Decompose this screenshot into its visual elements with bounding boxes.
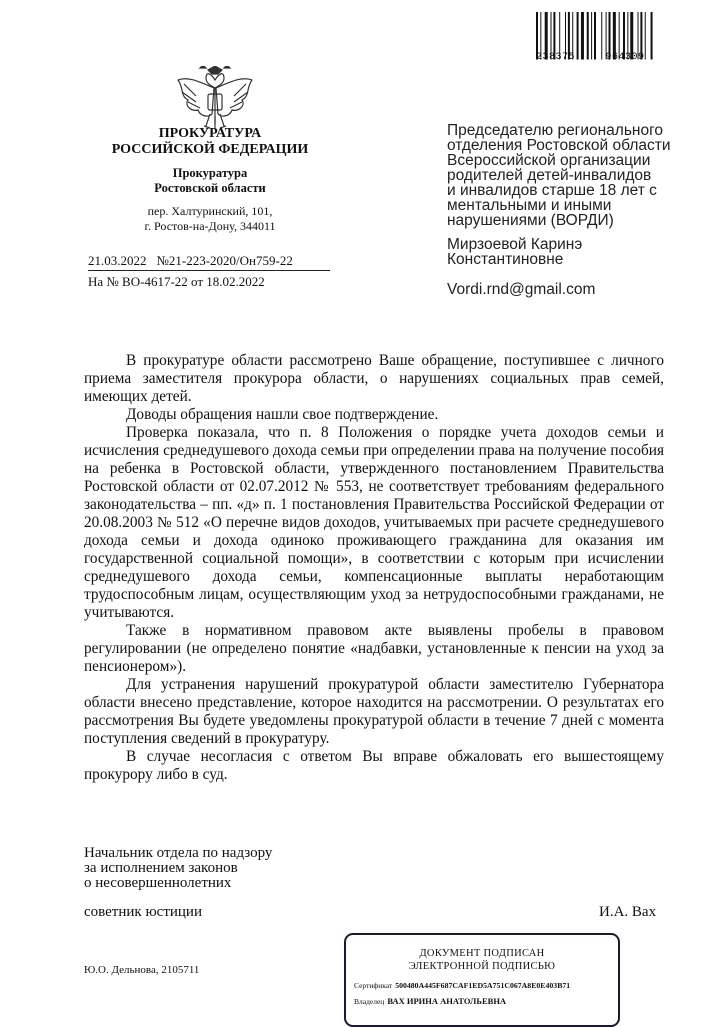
recipient-name-line1: Мирзоевой Каринэ <box>447 236 583 253</box>
signer-position-line2: за исполнением законов <box>84 860 238 876</box>
stamp-title <box>346 947 618 973</box>
signer-position-line1: Начальник отдела по надзору <box>84 845 273 861</box>
organization-address <box>100 204 320 234</box>
signer-rank: советник юстиции <box>84 904 202 920</box>
barcode-number-right: 964309 <box>605 52 645 63</box>
reply-reference: На № ВО-4617-22 от 18.02.2022 <box>88 274 265 289</box>
addressee-line: и инвалидов старше 18 лет с <box>447 182 657 199</box>
addressee-line: отделения Ростовской области <box>447 137 671 154</box>
stamp-owner-label: Владелец <box>354 997 385 1006</box>
address-line1: пер. Халтуринский, 101, <box>147 204 273 218</box>
suborg-line1: Прокуратура <box>172 166 248 180</box>
executor-info: Ю.О. Дельнова, 2105711 <box>84 964 200 976</box>
organization-name <box>80 126 340 158</box>
registration-number: №21-223-2020/Он759-22 <box>156 253 293 268</box>
signer-name: И.А. Вах <box>599 904 657 920</box>
stamp-title-line1: ДОКУМЕНТ ПОДПИСАН <box>419 948 545 959</box>
body-paragraph: В случае несогласия с ответом Вы вправе обжаловать его вышестоящему прокурору либо в суд. <box>84 748 664 783</box>
address-line2: г. Ростов-на-Дону, 344011 <box>144 219 276 233</box>
addressee-line: Всероссийской организации <box>447 152 651 169</box>
registration-line <box>88 253 330 271</box>
suborg-line2: Ростовской области <box>154 181 266 195</box>
addressee-line: родителей детей-инвалидов <box>447 167 652 184</box>
org-name-line1: ПРОКУРАТУРА <box>158 126 262 141</box>
org-name-line2: РОССИЙСКОЙ ФЕДЕРАЦИИ <box>111 142 309 157</box>
recipient-email: Vordi.rnd@gmail.com <box>447 281 596 298</box>
stamp-owner <box>354 996 506 1006</box>
addressee-line: Председателю регионального <box>447 122 664 139</box>
body-paragraph: Также в нормативном правовом акте выявлены пробелы в правовом регулировании (не определено понятие «надбавки, установленные к пенсии на уход за пенсионером»). <box>84 622 664 675</box>
electronic-signature-stamp <box>344 933 620 1027</box>
body-paragraph: Проверка показала, что п. 8 Положения о порядке учета доходов семьи и исчисления среднедушевого дохода семьи при определении права на получение пособия на ребенка в Ростовской области, утвержденного постановлением Правительства Ростовской области от 02.07.2012 № 553, не соответствует требованиям федерального законодательства – пп. «д» п. 1 постановления Правительства Российской Федерации от 20.08.2003 № 512 «О перечне видов доходов, учитываемых при расчете среднедушевого дохода семьи и дохода одиноко проживающего гражданина для оказания им государственной социальной помощи», в соответствии с которым при исчислении среднедушевого дохода семьи, компенсационные выплаты неработающим трудоспособным лицам, осуществляющим уход за нетрудоспособными гражданами, не учитываются. <box>84 424 664 621</box>
recipient-name <box>447 237 687 267</box>
addressee-line: ментальными и иными <box>447 197 612 214</box>
addressee-block <box>447 123 687 228</box>
stamp-certificate <box>354 981 570 990</box>
barcode-number-left: 238375 <box>536 52 576 63</box>
stamp-cert-label: Сертификат <box>354 981 393 990</box>
signer-position-line3: о несовершеннолетних <box>84 875 232 891</box>
stamp-title-line2: ЭЛЕКТРОННОЙ ПОДПИСЬЮ <box>408 961 556 972</box>
stamp-cert-value: 500480A445F687CAF1ED5A751C067A8E0E403B71 <box>395 981 571 990</box>
recipient-name-line2: Константиновне <box>447 251 564 268</box>
stamp-owner-value: ВАХ ИРИНА АНАТОЛЬЕВНА <box>387 996 507 1006</box>
barcode-number <box>532 52 692 63</box>
body-paragraph: В прокуратуре области рассмотрено Ваше обращение, поступившее с личного приема заместителя прокурора области, о нарушениях социальных прав семей, имеющих детей. <box>84 352 664 405</box>
body-paragraph: Для устранения нарушений прокуратурой области заместителю Губернатора области внесено представление, которое находится на рассмотрении. О результатах его рассмотрения Вы будете уведомлены прокуратурой области в течение 7 дней с момента поступления сведений в прокуратуру. <box>84 676 664 747</box>
body-paragraph: Доводы обращения нашли свое подтверждение. <box>126 406 439 423</box>
letter-body <box>84 352 664 784</box>
addressee-line: нарушениями (ВОРДИ) <box>447 212 614 229</box>
signer-position <box>84 846 272 891</box>
registration-date: 21.03.2022 <box>88 253 147 268</box>
suborganization-name <box>100 166 320 196</box>
coat-of-arms-icon <box>170 66 260 132</box>
